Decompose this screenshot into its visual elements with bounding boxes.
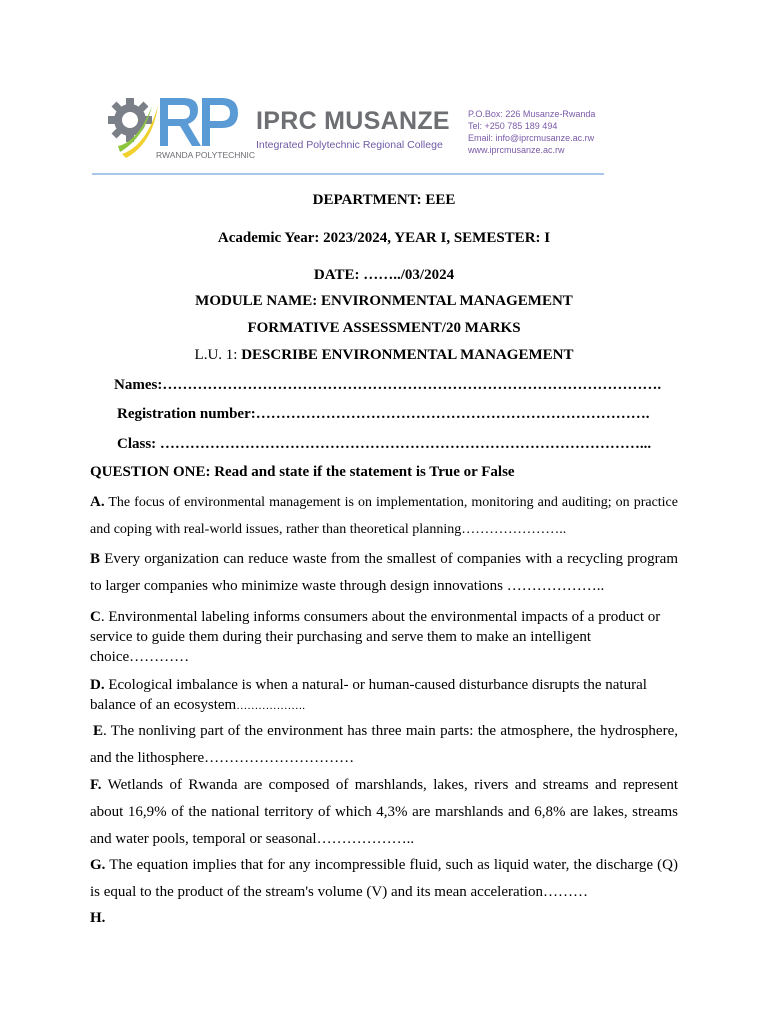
statement-text: Ecological imbalance is when a natural- or human-caused disturbance disrupts the natural balance of an ecosystem bbox=[90, 677, 647, 713]
contact-pobox: P.O.Box: 226 Musanze-Rwanda bbox=[468, 109, 596, 119]
assessment-type: FORMATIVE ASSESSMENT/20 MARKS bbox=[247, 320, 521, 336]
college-subtitle: Integrated Polytechnic Regional College bbox=[256, 139, 443, 151]
statement-text: The equation implies that for any incompressible fluid, such as liquid water, the discharge (Q) is equal to the product of the stream's volume (V) and its mean acceleration……… bbox=[90, 857, 678, 900]
statement-label: C bbox=[90, 609, 101, 625]
statement-label: A. bbox=[90, 494, 105, 510]
statement-text: . Environmental labeling informs consumers about the environmental impacts of a product or service to guide them during their purchasing and serve them to make an intelligent choice………… bbox=[90, 609, 661, 665]
statement-label: E bbox=[93, 723, 104, 739]
statement-h bbox=[90, 905, 678, 932]
contact-info bbox=[468, 108, 595, 156]
statement-label: F. bbox=[90, 777, 102, 793]
contact-email: Email: info@iprcmusanze.ac.rw bbox=[468, 133, 595, 143]
statement-text: Every organization can reduce waste from the smallest of companies with a recycling program to larger companies who minimize waste through design innovations ……………….. bbox=[90, 551, 678, 594]
statement-a bbox=[90, 489, 678, 543]
academic-year: Academic Year: 2023/2024, YEAR I, SEMESTER: I bbox=[217, 230, 551, 246]
statement-label: D. bbox=[90, 677, 105, 693]
contact-website: www.iprcmusanze.ac.rw bbox=[468, 145, 565, 155]
statement-text: . The nonliving part of the environment has three main parts: the atmosphere, the hydrosphere, and the lithosphere………………………… bbox=[90, 723, 678, 766]
logo-caption: RWANDA POLYTECHNIC bbox=[156, 150, 256, 160]
department: DEPARTMENT: EEE bbox=[312, 192, 456, 208]
college-name: IPRC MUSANZE bbox=[256, 107, 450, 135]
statement-label: B bbox=[90, 551, 101, 567]
contact-tel: Tel: +250 785 189 494 bbox=[468, 121, 558, 131]
statement-c bbox=[90, 607, 678, 667]
class-field[interactable]: Class: ……………………………………………………………………………………... bbox=[117, 436, 652, 452]
registration-number-field[interactable]: Registration number:……………………………………………………………………. bbox=[117, 406, 650, 422]
college-block bbox=[256, 106, 450, 151]
letterhead bbox=[92, 86, 604, 176]
statement-label: H. bbox=[90, 910, 106, 926]
statement-f bbox=[90, 772, 678, 853]
names-field[interactable]: Names:………………………………………………………………………………………. bbox=[114, 377, 662, 393]
statement-label: G. bbox=[90, 857, 106, 873]
header-divider bbox=[92, 173, 604, 175]
question-one-heading: QUESTION ONE: Read and state if the statement is True or False bbox=[90, 464, 515, 480]
statement-d bbox=[90, 675, 678, 716]
learning-unit bbox=[0, 347, 768, 364]
learning-unit-prefix: L.U. 1: bbox=[194, 347, 242, 363]
module-name: MODULE NAME: ENVIRONMENTAL MANAGEMENT bbox=[195, 293, 573, 309]
statement-g bbox=[90, 852, 678, 906]
exam-date: DATE: ……../03/2024 bbox=[313, 267, 455, 283]
statement-answer-blank: ………………. bbox=[236, 700, 305, 712]
statement-e bbox=[90, 718, 678, 772]
statement-text: Wetlands of Rwanda are composed of marshlands, lakes, rivers and streams and represent about 16,9% of the national territory of which 4,3% are marshlands and 6,8% are lakes, streams and water pools, temporal or seasonal……………….. bbox=[90, 777, 678, 847]
learning-unit-title: DESCRIBE ENVIRONMENTAL MANAGEMENT bbox=[241, 347, 574, 363]
statement-b bbox=[90, 546, 678, 600]
statement-text: The focus of environmental management is on implementation, monitoring and auditing; on practice and coping with real-world issues, rather than theoretical planning………………….. bbox=[90, 495, 678, 537]
rp-logo bbox=[100, 92, 256, 162]
